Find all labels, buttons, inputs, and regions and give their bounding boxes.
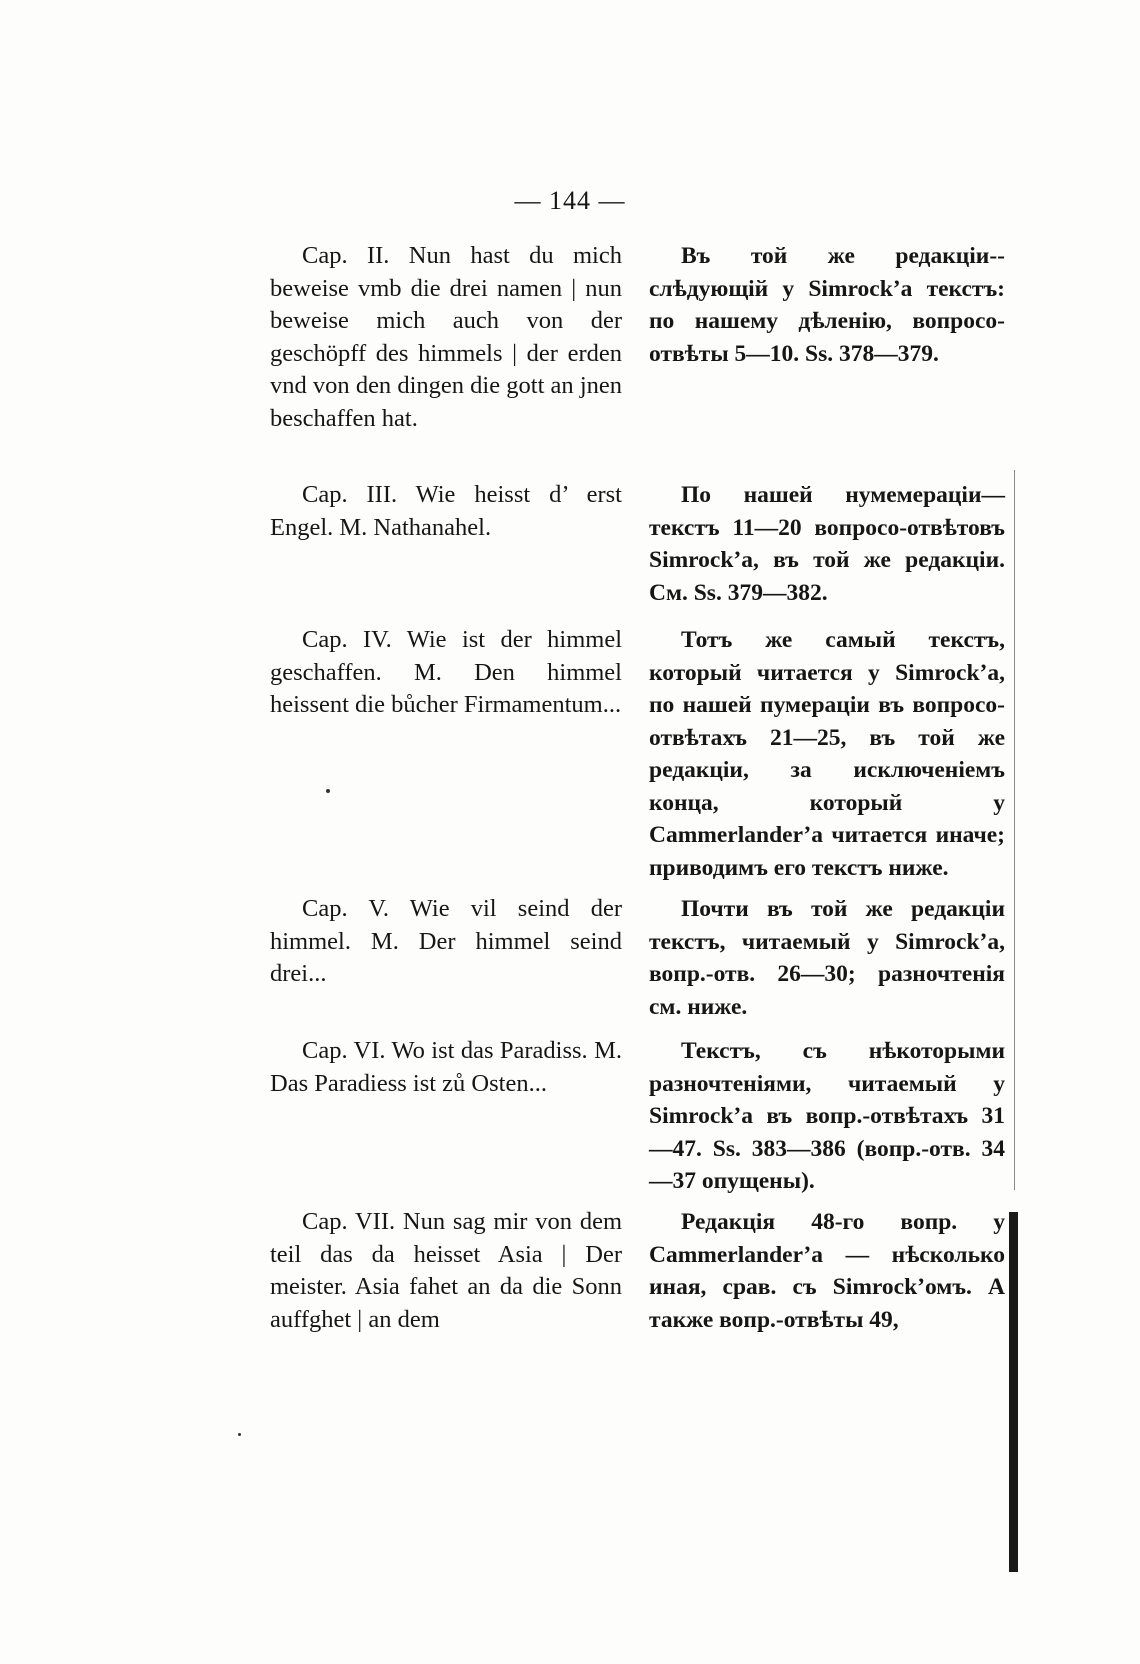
german-paragraph: Cap. VII. Nun sag mir von dem teil das da heisset Asia | Der meister. Asia fahet an da die Sonn auffghet | an dem	[270, 1208, 622, 1333]
russian-commentary	[649, 893, 1005, 1023]
russian-paragraph: По нашей нумемераціи—текстъ 11—20 вопросо-отвѣтовъ Simrock’а, въ той же редакціи. См. Ss. 379—382.	[649, 482, 1005, 606]
german-text	[270, 624, 622, 722]
russian-paragraph: Въ той же редакціи--слѣдующій у Simrock’а текстъ: по нашему дѣленію, вопросо-отвѣты 5—10. Ss. 378—379.	[649, 243, 1005, 367]
russian-paragraph: Почти въ той же редакціи текстъ, читаемый у Simrock’а, вопр.-отв. 26—30; разночтенія см. ниже.	[649, 896, 1005, 1020]
margin-bar	[1009, 1212, 1018, 1572]
german-paragraph: Cap. V. Wie vil seind der himmel. M. Der himmel seind drei...	[270, 895, 622, 987]
russian-commentary	[649, 624, 1005, 884]
russian-commentary	[649, 1206, 1005, 1336]
german-paragraph: Cap. VI. Wo ist das Paradiss. M. Das Paradiess ist zů Osten...	[270, 1037, 622, 1097]
print-speck	[326, 789, 330, 793]
german-text	[270, 893, 622, 991]
russian-paragraph: Редакція 48-го вопр. у Cammerlander’а — нѣсколько иная, срав. съ Simrock’омъ. А также вопр.-отвѣты 49,	[649, 1209, 1005, 1333]
german-paragraph: Cap. IV. Wie ist der himmel geschaffen. M. Den himmel heissent die bůcher Firmamentum...	[270, 626, 622, 718]
page-number: — 144 —	[514, 186, 626, 215]
german-text	[270, 479, 622, 544]
german-text	[270, 240, 622, 435]
german-paragraph: Cap. II. Nun hast du mich beweise vmb die drei namen | nun beweise mich auch von der geschöpff des himmels | der erden vnd von den dingen die gott an jnen beschaffen hat.	[270, 242, 622, 432]
margin-line	[1014, 470, 1015, 1190]
russian-paragraph: Тотъ же самый текстъ, который читается у Simrock’а, по нашей пумераціи въ вопросо-отвѣтахъ 21—25, въ той же редакціи, за исключеніемъ конца, который у Cammerlander’а читается иначе; приводимъ его текстъ ниже.	[649, 627, 1005, 881]
print-speck	[238, 1433, 241, 1436]
german-paragraph: Cap. III. Wie heisst d’ erst Engel. M. Nathanahel.	[270, 481, 622, 541]
russian-commentary	[649, 240, 1005, 370]
russian-paragraph: Текстъ, съ нѣкоторыми разночтеніями, читаемый у Simrock’а въ вопр.-отвѣтахъ 31—47. Ss. 383—386 (вопр.-отв. 34—37 опущены).	[649, 1038, 1005, 1194]
russian-commentary	[649, 479, 1005, 609]
german-text	[270, 1206, 622, 1336]
russian-commentary	[649, 1035, 1005, 1198]
german-text	[270, 1035, 622, 1100]
